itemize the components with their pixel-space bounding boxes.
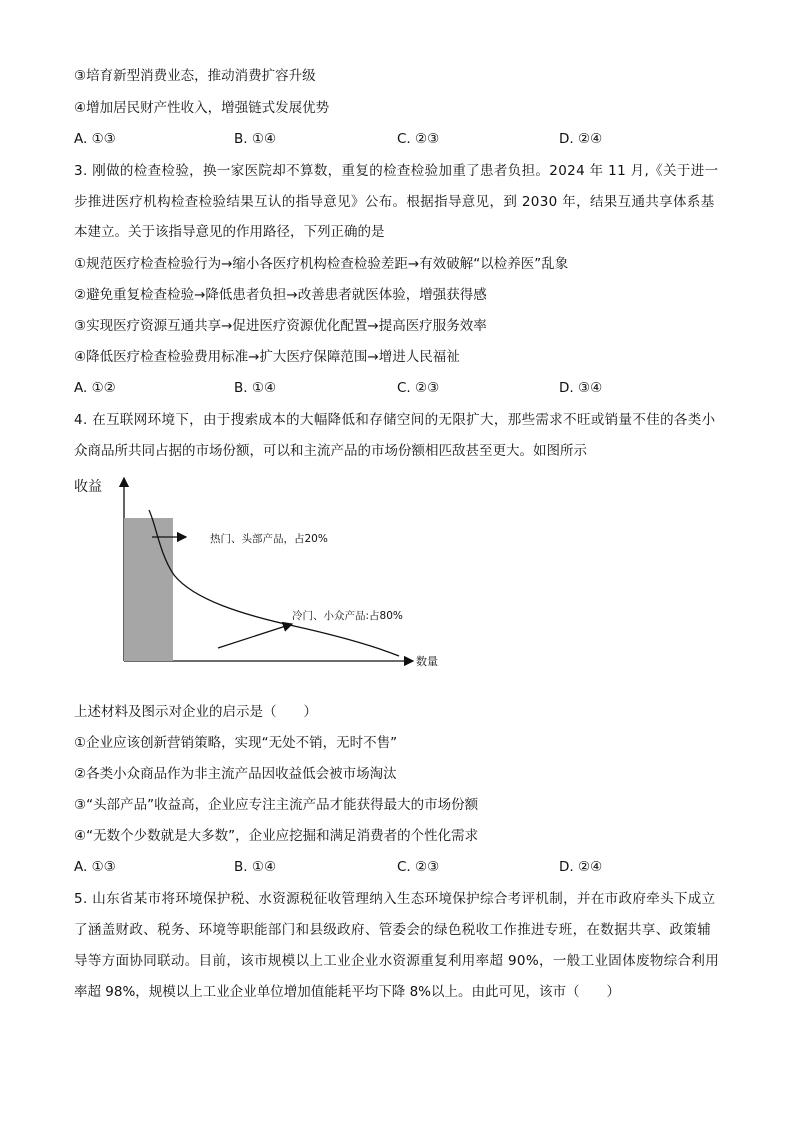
- long-tail-figure: [74, 470, 438, 675]
- q3-choice-b: B. ①④: [234, 380, 277, 396]
- q4-choice-c: C. ②③: [397, 859, 440, 875]
- q3-item-3: ③实现医疗资源互通共享→促进医疗资源优化配置→提高医疗服务效率: [74, 318, 487, 334]
- q4-choice-a: A. ①③: [74, 859, 116, 875]
- q3-item-2: ②避免重复检查检验→降低患者负担→改善患者就医体验，增强获得感: [74, 287, 487, 303]
- q2-item-3: ③培育新型消费业态，推动消费扩容升级: [74, 68, 316, 84]
- tail-arrow: [218, 624, 292, 648]
- q3-choice-a: A. ①②: [74, 380, 116, 396]
- q2-choice-a: A. ①③: [74, 131, 116, 147]
- q2-item-4: ④增加居民财产性收入，增强链式发展优势: [74, 100, 330, 116]
- q3-choice-c: C. ②③: [397, 380, 440, 396]
- q4-choice-b: B. ①④: [234, 859, 277, 875]
- q4-item-4: ④“无数个少数就是大多数”，企业应挖掘和满足消费者的个性化需求: [74, 828, 479, 844]
- q4-stem-line-1: 4. 在互联网环境下，由于搜索成本的大幅降低和存储空间的无限扩大，那些需求不旺或销量不佳的各类小: [74, 412, 716, 428]
- q5-stem-line-2: 了涵盖财政、税务、环境等职能部门和县级政府、管委会的绿色税收工作推进专班，在数据共享、政策辅: [74, 922, 712, 938]
- q4-stem-line-2: 众商品所共同占据的市场份额，可以和主流产品的市场份额相匹敌甚至更大。如图所示: [74, 443, 587, 459]
- q2-choices: [74, 129, 714, 149]
- q3-choices: [74, 378, 714, 398]
- q3-stem-line-2: 步推进医疗机构检查检验结果互认的指导意见》公布。根据指导意见，到 2030 年，结果互通共享体系基: [74, 194, 715, 210]
- q5-stem-line-1: 5. 山东省某市将环境保护税、水资源税征收管理纳入生态环境保护综合考评机制，并在市政府牵头下成立: [74, 891, 716, 907]
- q2-choice-c: C. ②③: [397, 131, 440, 147]
- head-region: [124, 518, 173, 661]
- head-label: 热门、头部产品，占20%: [210, 533, 328, 545]
- q4-item-3: ③“头部产品”收益高，企业应专注主流产品才能获得最大的市场份额: [74, 797, 479, 813]
- q5-stem-line-4: 率超 98%，规模以上工业企业单位增加值能耗平均下降 8%以上。由此可见，该市（ ）: [74, 984, 621, 1000]
- x-axis-label: 数量: [416, 655, 438, 668]
- y-axis-label: 收益: [74, 479, 102, 495]
- q3-item-4: ④降低医疗检查检验费用标准→扩大医疗保障范围→增进人民福祉: [74, 349, 460, 365]
- q2-choice-b: B. ①④: [234, 131, 277, 147]
- q5-stem-line-3: 导等方面协同联动。目前，该市规模以上工业企业水资源重复利用率超 90%，一般工业固体废物综合利用: [74, 953, 720, 969]
- q3-stem-line-3: 本建立。关于该指导意见的作用路径，下列正确的是: [74, 224, 385, 240]
- q4-item-1: ①企业应该创新营销策略，实现“无处不销，无时不售”: [74, 735, 398, 751]
- q2-choice-d: D. ②④: [559, 131, 603, 147]
- q4-choice-d: D. ②④: [559, 859, 603, 875]
- q4-question: 上述材料及图示对企业的启示是（ ）: [74, 704, 317, 720]
- tail-label: 冷门、小众产品:占80%: [292, 610, 403, 622]
- q4-item-2: ②各类小众商品作为非主流产品因收益低会被市场淘汰: [74, 766, 397, 782]
- q3-stem-line-1: 3. 刚做的检查检验，换一家医院却不算数，重复的检查检验加重了患者负担。2024 年 11 月,《关于进一: [74, 163, 719, 179]
- q4-choices: [74, 857, 714, 877]
- q3-choice-d: D. ③④: [559, 380, 603, 396]
- q3-item-1: ①规范医疗检查检验行为→缩小各医疗机构检查检验差距→有效破解“以检养医”乱象: [74, 256, 569, 272]
- long-tail-curve: [149, 510, 399, 656]
